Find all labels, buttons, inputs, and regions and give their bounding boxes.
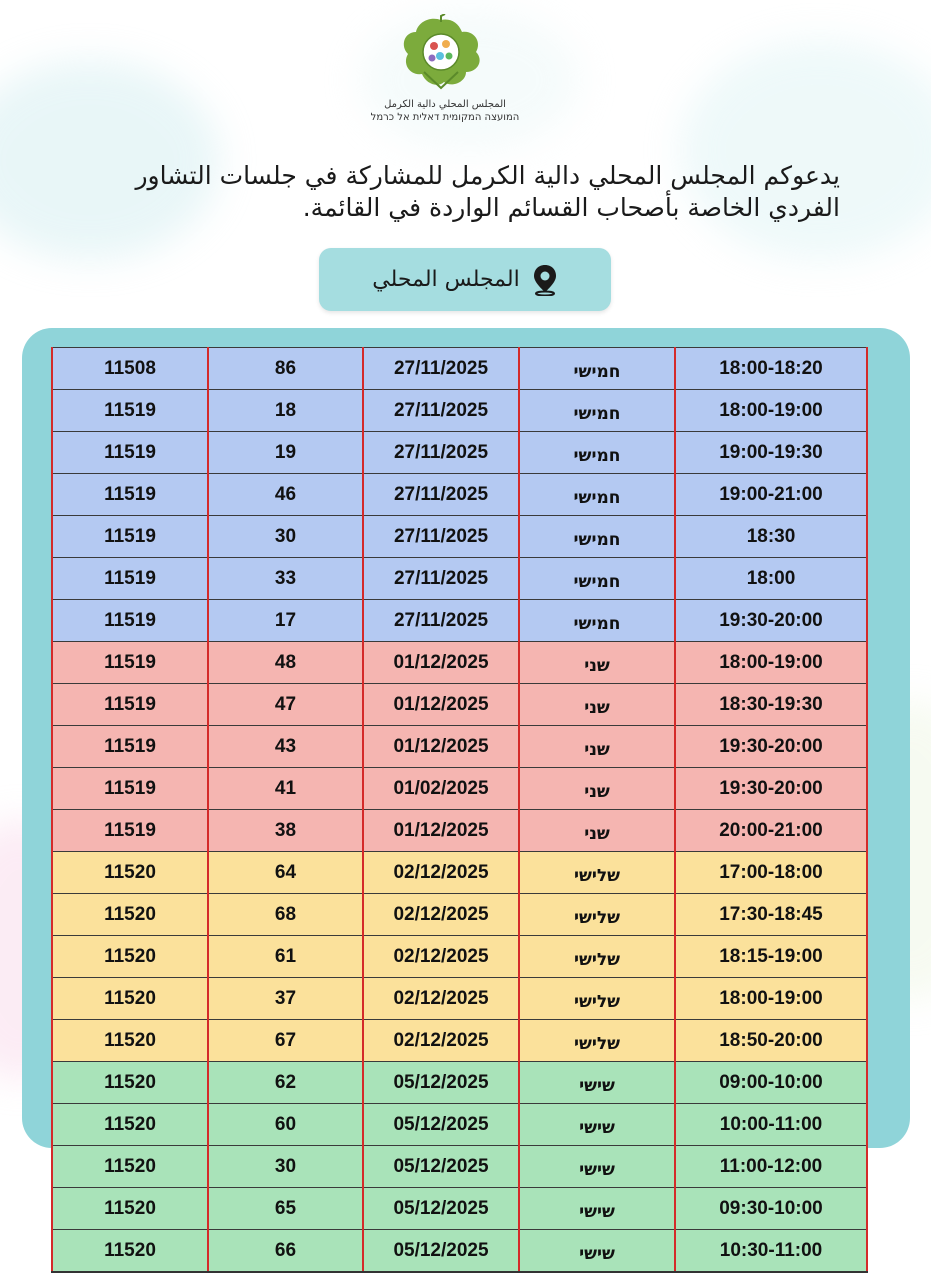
table-row [52,1104,867,1146]
table-row [52,600,867,642]
invitation-line-1: يدعوكم المجلس المحلي دالية الكرمل للمشاركة في جلسات التشاور [135,161,840,190]
time-cell: 18:30-19:30 [675,684,867,726]
table-row [52,726,867,768]
table-row [52,978,867,1020]
day-cell: שישי [519,1062,675,1104]
day-cell: חמישי [519,348,675,390]
date-cell: 27/11/2025 [363,516,519,558]
location-label: المجلس المحلي [372,267,520,292]
table-row [52,1230,867,1273]
time-cell: 10:30-11:00 [675,1230,867,1273]
date-cell: 02/12/2025 [363,978,519,1020]
block-number-cell: 11520 [52,1188,208,1230]
table-row [52,894,867,936]
table-row [52,1146,867,1188]
table-row [52,810,867,852]
time-cell: 09:00-10:00 [675,1062,867,1104]
day-cell: חמישי [519,432,675,474]
block-number-cell: 11519 [52,642,208,684]
day-cell: שלישי [519,978,675,1020]
parcel-number-cell: 61 [208,936,363,978]
parcel-number-cell: 67 [208,1020,363,1062]
date-cell: 02/12/2025 [363,894,519,936]
parcel-number-cell: 64 [208,852,363,894]
parcel-number-cell: 43 [208,726,363,768]
day-cell: חמישי [519,390,675,432]
time-cell: 19:00-19:30 [675,432,867,474]
date-cell: 02/12/2025 [363,936,519,978]
time-cell: 10:00-11:00 [675,1104,867,1146]
table-row [52,852,867,894]
day-cell: שישי [519,1230,675,1273]
schedule-table [51,347,868,1273]
logo-caption [330,98,560,124]
logo-caption-arabic: المجلس المحلي دالية الكرمل [384,99,506,110]
block-number-cell: 11519 [52,684,208,726]
location-banner [319,248,611,311]
parcel-number-cell: 68 [208,894,363,936]
block-number-cell: 11520 [52,852,208,894]
parcel-number-cell: 46 [208,474,363,516]
parcel-number-cell: 48 [208,642,363,684]
day-cell: שני [519,768,675,810]
date-cell: 05/12/2025 [363,1188,519,1230]
day-cell: חמישי [519,474,675,516]
day-cell: שני [519,684,675,726]
time-cell: 18:15-19:00 [675,936,867,978]
parcel-number-cell: 66 [208,1230,363,1273]
time-cell: 17:30-18:45 [675,894,867,936]
date-cell: 27/11/2025 [363,390,519,432]
date-cell: 05/12/2025 [363,1104,519,1146]
date-cell: 27/11/2025 [363,432,519,474]
time-cell: 18:00-19:00 [675,978,867,1020]
table-row [52,1020,867,1062]
block-number-cell: 11520 [52,1104,208,1146]
time-cell: 18:30 [675,516,867,558]
table-row [52,768,867,810]
date-cell: 01/12/2025 [363,810,519,852]
table-row [52,516,867,558]
date-cell: 27/11/2025 [363,348,519,390]
parcel-number-cell: 47 [208,684,363,726]
date-cell: 01/12/2025 [363,684,519,726]
parcel-number-cell: 86 [208,348,363,390]
day-cell: שלישי [519,1020,675,1062]
day-cell: שישי [519,1146,675,1188]
block-number-cell: 11520 [52,894,208,936]
day-cell: שלישי [519,852,675,894]
block-number-cell: 11519 [52,768,208,810]
time-cell: 18:00-19:00 [675,642,867,684]
block-number-cell: 11519 [52,600,208,642]
date-cell: 27/11/2025 [363,600,519,642]
parcel-number-cell: 38 [208,810,363,852]
time-cell: 18:00-18:20 [675,348,867,390]
logo-caption-hebrew: המועצה המקומית דאלית אל כרמל [370,112,520,123]
date-cell: 01/12/2025 [363,642,519,684]
table-row [52,684,867,726]
date-cell: 01/02/2025 [363,768,519,810]
parcel-number-cell: 30 [208,1146,363,1188]
block-number-cell: 11519 [52,516,208,558]
time-cell: 17:00-18:00 [675,852,867,894]
day-cell: שלישי [519,894,675,936]
day-cell: שני [519,726,675,768]
time-cell: 18:50-20:00 [675,1020,867,1062]
table-row [52,474,867,516]
parcel-number-cell: 37 [208,978,363,1020]
day-cell: שישי [519,1188,675,1230]
time-cell: 19:30-20:00 [675,768,867,810]
day-cell: שלישי [519,936,675,978]
table-row [52,1188,867,1230]
time-cell: 19:00-21:00 [675,474,867,516]
table-row [52,642,867,684]
invitation-line-2: الفردي الخاصة بأصحاب القسائم الواردة في القائمة. [302,193,840,222]
date-cell: 05/12/2025 [363,1146,519,1188]
day-cell: חמישי [519,558,675,600]
day-cell: חמישי [519,600,675,642]
time-cell: 19:30-20:00 [675,600,867,642]
block-number-cell: 11520 [52,1020,208,1062]
date-cell: 02/12/2025 [363,1020,519,1062]
location-pin-icon [532,264,558,296]
date-cell: 01/12/2025 [363,726,519,768]
block-number-cell: 11520 [52,978,208,1020]
time-cell: 11:00-12:00 [675,1146,867,1188]
parcel-number-cell: 33 [208,558,363,600]
council-logo-icon [396,14,486,94]
block-number-cell: 11519 [52,474,208,516]
block-number-cell: 11519 [52,390,208,432]
parcel-number-cell: 17 [208,600,363,642]
block-number-cell: 11520 [52,936,208,978]
block-number-cell: 11519 [52,810,208,852]
time-cell: 19:30-20:00 [675,726,867,768]
parcel-number-cell: 30 [208,516,363,558]
background-splash [680,40,931,260]
block-number-cell: 11519 [52,558,208,600]
parcel-number-cell: 62 [208,1062,363,1104]
date-cell: 27/11/2025 [363,558,519,600]
table-row [52,558,867,600]
date-cell: 27/11/2025 [363,474,519,516]
date-cell: 05/12/2025 [363,1062,519,1104]
block-number-cell: 11520 [52,1062,208,1104]
time-cell: 09:30-10:00 [675,1188,867,1230]
day-cell: שישי [519,1104,675,1146]
table-row [52,348,867,390]
block-number-cell: 11519 [52,726,208,768]
parcel-number-cell: 60 [208,1104,363,1146]
date-cell: 02/12/2025 [363,852,519,894]
table-row [52,1062,867,1104]
block-number-cell: 11508 [52,348,208,390]
time-cell: 18:00 [675,558,867,600]
time-cell: 20:00-21:00 [675,810,867,852]
block-number-cell: 11520 [52,1230,208,1273]
day-cell: שני [519,810,675,852]
block-number-cell: 11519 [52,432,208,474]
parcel-number-cell: 65 [208,1188,363,1230]
date-cell: 05/12/2025 [363,1230,519,1273]
table-row [52,936,867,978]
day-cell: שני [519,642,675,684]
table-row [52,390,867,432]
parcel-number-cell: 41 [208,768,363,810]
block-number-cell: 11520 [52,1146,208,1188]
invitation-text [70,160,840,224]
parcel-number-cell: 18 [208,390,363,432]
table-row [52,432,867,474]
day-cell: חמישי [519,516,675,558]
time-cell: 18:00-19:00 [675,390,867,432]
parcel-number-cell: 19 [208,432,363,474]
